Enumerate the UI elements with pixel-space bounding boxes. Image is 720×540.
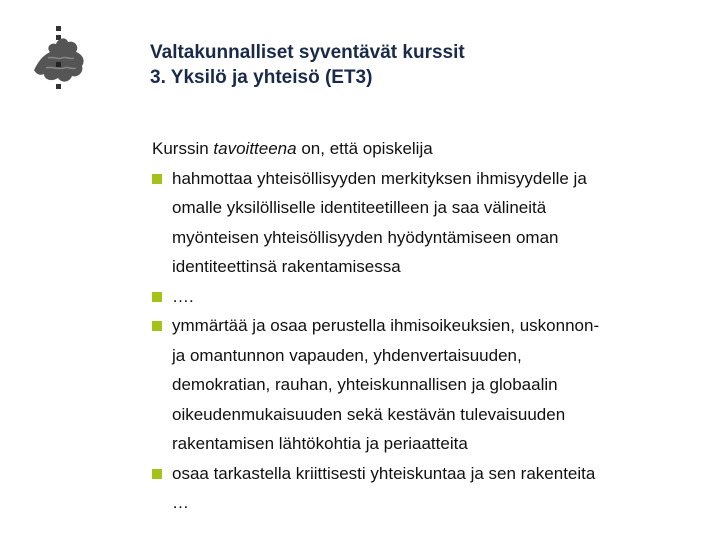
bullet-line: omalle yksilölliselle identiteetilleen ja saa välineitä [172, 198, 547, 217]
bullet-line: myönteisen yhteisöllisyyden hyödyntämiseen oman [172, 227, 559, 247]
bullet-line: …. [172, 286, 194, 306]
bullet-item [152, 164, 697, 282]
intro-text [152, 134, 697, 164]
bullet-line: identiteettinsä rakentamisessa [172, 257, 401, 276]
bullet-line: ja omantunnon vapauden, yhdenvertaisuuden, [172, 345, 522, 365]
bullet-line: demokratian, rauhan, yhteiskunnallisen ja globaalin [172, 375, 558, 394]
square-bullet-icon [152, 292, 162, 302]
slide-title [150, 40, 690, 90]
bullet-line: … [172, 493, 189, 512]
bullet-line: rakentamisen lähtökohtia ja periaatteita [172, 434, 468, 453]
square-bullet-icon [152, 174, 162, 184]
title-line-2: 3. Yksilö ja yhteisö (ET3) [150, 67, 373, 88]
bullet-line: oikeudenmukaisuuden sekä kestävän tulevaisuuden [172, 404, 566, 424]
intro-before: Kurssin [152, 139, 214, 158]
bullet-item [152, 459, 697, 518]
bullet-list [152, 164, 697, 518]
title-line-1: Valtakunnalliset syventävät kurssit [150, 42, 465, 63]
bullet-item [152, 282, 697, 312]
intro-after: on, että opiskelija [296, 139, 433, 158]
university-logo-icon [28, 22, 90, 96]
intro-emphasis: tavoitteena [213, 139, 297, 158]
square-bullet-icon [152, 321, 162, 331]
bullet-line: ymmärtää ja osaa perustella ihmisoikeuksien, uskonnon- [172, 316, 600, 335]
bullet-line: hahmottaa yhteisöllisyyden merkityksen ihmisyydelle ja [172, 168, 587, 188]
square-bullet-icon [152, 469, 162, 479]
slide-content [152, 134, 697, 518]
bullet-line: osaa tarkastella kriittisesti yhteiskuntaa ja sen rakenteita [172, 463, 596, 483]
bullet-item [152, 311, 697, 459]
